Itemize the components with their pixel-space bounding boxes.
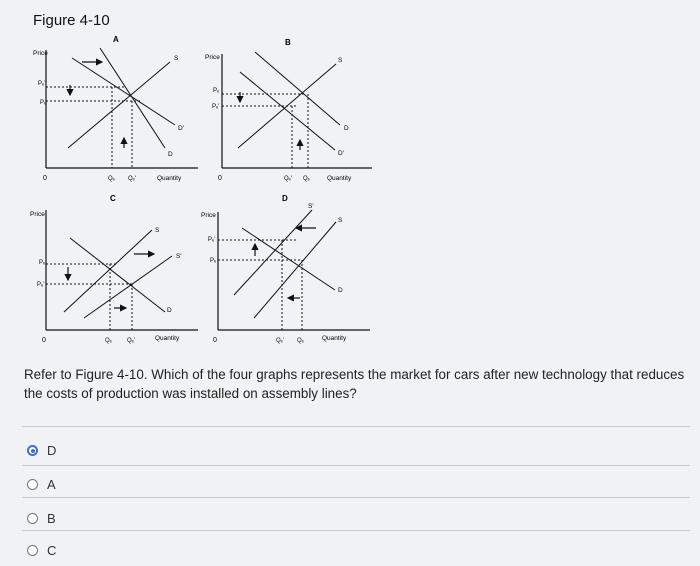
graph-c	[30, 194, 198, 344]
graph-a-quantity-label: Quantity	[157, 175, 182, 182]
graph-c-qe: Qₑ	[105, 338, 112, 344]
radio-selected-icon[interactable]	[27, 445, 38, 456]
graph-b-quantity-label: Quantity	[327, 175, 352, 182]
graph-c-qe-new: Qₑ'	[127, 338, 136, 344]
option-b-label: B	[47, 511, 56, 526]
graph-b-pe: Pₑ	[213, 88, 220, 94]
graph-d-zero: 0	[213, 337, 217, 344]
option-b[interactable]	[27, 511, 56, 526]
graph-b-zero: 0	[218, 175, 222, 182]
graph-c-zero: 0	[42, 337, 46, 344]
radio-icon[interactable]	[27, 513, 38, 524]
option-c-label: C	[47, 543, 57, 558]
radio-icon[interactable]	[27, 479, 38, 490]
graph-b-qe-new: Qₑ'	[284, 176, 293, 182]
graph-c-demand	[70, 238, 165, 312]
graph-a-letter: A	[113, 35, 119, 44]
radio-icon[interactable]	[27, 545, 38, 556]
graph-a-supply	[68, 62, 170, 148]
graph-c-letter: C	[110, 194, 116, 203]
graph-a-d-label: D	[168, 151, 173, 158]
graph-d-qe-new: Qₑ'	[276, 338, 285, 344]
graph-d-pe-new: Pₑ'	[208, 237, 216, 243]
separator	[22, 426, 690, 427]
graph-c-quantity-label: Quantity	[155, 335, 180, 342]
graph-b-letter: B	[285, 38, 291, 47]
graph-b-demand-new	[240, 72, 335, 150]
graph-d-quantity-label: Quantity	[322, 335, 347, 342]
graph-b-d-label: D	[344, 125, 349, 132]
graph-b-d-new-label: D'	[338, 150, 344, 157]
figure-title: Figure 4-10	[33, 12, 110, 29]
graph-c-s-new-label: S'	[176, 253, 182, 260]
option-a[interactable]	[27, 477, 56, 492]
graph-c-supply-new	[84, 256, 172, 318]
graph-d-demand	[242, 228, 335, 290]
option-d-label: D	[47, 443, 57, 458]
graph-a-pe-new: Pₑ'	[38, 81, 46, 87]
graph-a-pe: Pₑ	[40, 100, 47, 106]
graph-c-pe: Pₑ	[39, 260, 46, 266]
graph-d-price-label: Price	[201, 212, 216, 219]
graph-d-s-new-label: S'	[308, 203, 314, 210]
graph-a-zero: 0	[43, 175, 47, 182]
graph-a-price-label: Price	[33, 50, 48, 57]
graph-a-qe-new: Qₑ'	[128, 176, 137, 182]
graph-b-pe-new: Pₑ'	[212, 104, 220, 110]
graph-b-qe: Qₑ	[303, 176, 310, 182]
graph-c-pe-new: Pₑ'	[37, 282, 45, 288]
separator	[22, 465, 690, 466]
graph-d-supply	[254, 222, 336, 318]
graph-b-s-label: S	[338, 57, 343, 64]
graph-a-d-new-label: D'	[178, 125, 184, 132]
graph-c-s-label: S	[155, 227, 160, 234]
graph-a-qe: Qₑ	[108, 176, 115, 182]
graph-a	[33, 35, 198, 182]
graph-d-s-label: S	[338, 217, 343, 224]
graph-c-supply	[64, 230, 152, 312]
graph-d	[201, 194, 370, 344]
graph-d-qe: Qₑ	[297, 338, 304, 344]
graph-d-letter: D	[282, 194, 288, 203]
graph-c-d-label: D	[167, 307, 172, 314]
separator	[22, 530, 690, 531]
graph-a-s-label: S	[174, 55, 179, 62]
option-a-label: A	[47, 477, 56, 492]
graph-b-price-label: Price	[205, 54, 220, 61]
graph-a-demand-new	[72, 58, 175, 125]
graph-d-pe: Pₑ	[210, 258, 217, 264]
graph-d-d-label: D	[338, 287, 343, 294]
separator	[22, 497, 690, 498]
option-d[interactable]	[27, 443, 56, 458]
graph-c-price-label: Price	[30, 211, 45, 218]
option-c[interactable]	[27, 543, 56, 558]
graph-b	[205, 38, 372, 182]
question-text: Refer to Figure 4-10. Which of the four graphs represents the market for cars after new technology that reduces the costs of production was installed on assembly lines?	[24, 367, 685, 401]
graph-b-demand	[255, 52, 340, 125]
graph-d-supply-new	[234, 210, 312, 295]
